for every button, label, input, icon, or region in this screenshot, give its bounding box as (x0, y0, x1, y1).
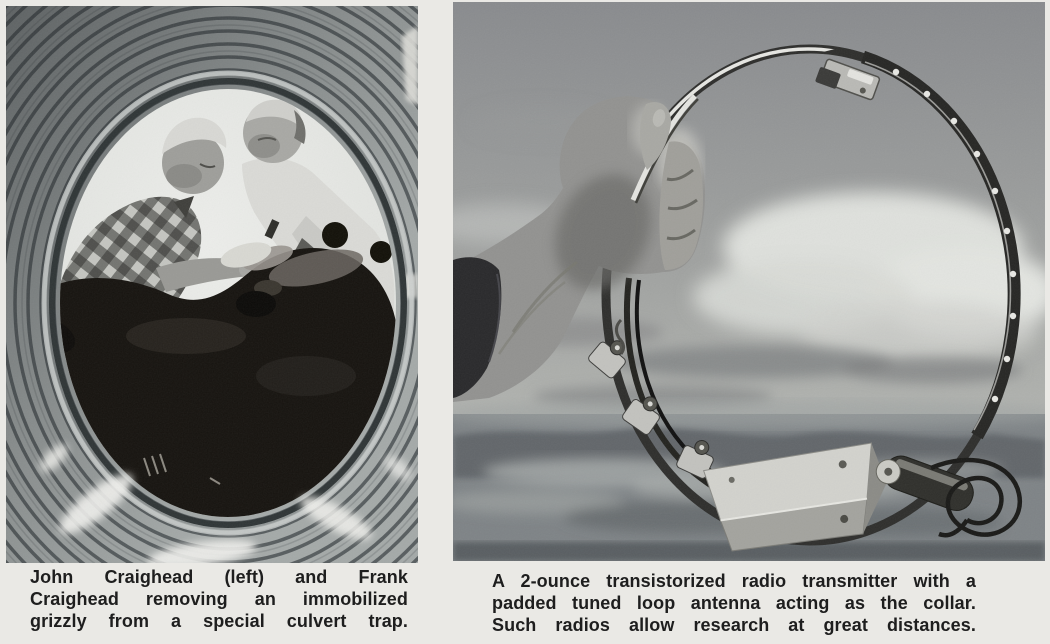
caption-line: John Craighead (left) and Frank (30, 567, 408, 587)
film-grain (6, 6, 418, 563)
right-photo-caption (492, 570, 976, 636)
caption-line: Such radios allow research at great distances. (492, 615, 976, 635)
culvert-trap-illustration (6, 6, 418, 563)
film-grain (453, 2, 1045, 561)
caption-line: padded tuned loop antenna acting as the collar. (492, 593, 976, 613)
left-photo-caption (30, 566, 408, 632)
culvert-trap-photo (6, 6, 418, 563)
caption-line: grizzly from a special culvert trap. (30, 611, 408, 631)
caption-line: Craighead removing an immobilized (30, 589, 408, 609)
radio-collar-illustration (453, 2, 1045, 561)
radio-collar-photo (453, 2, 1045, 561)
caption-line: A 2-ounce transistorized radio transmitter with a (492, 571, 976, 591)
